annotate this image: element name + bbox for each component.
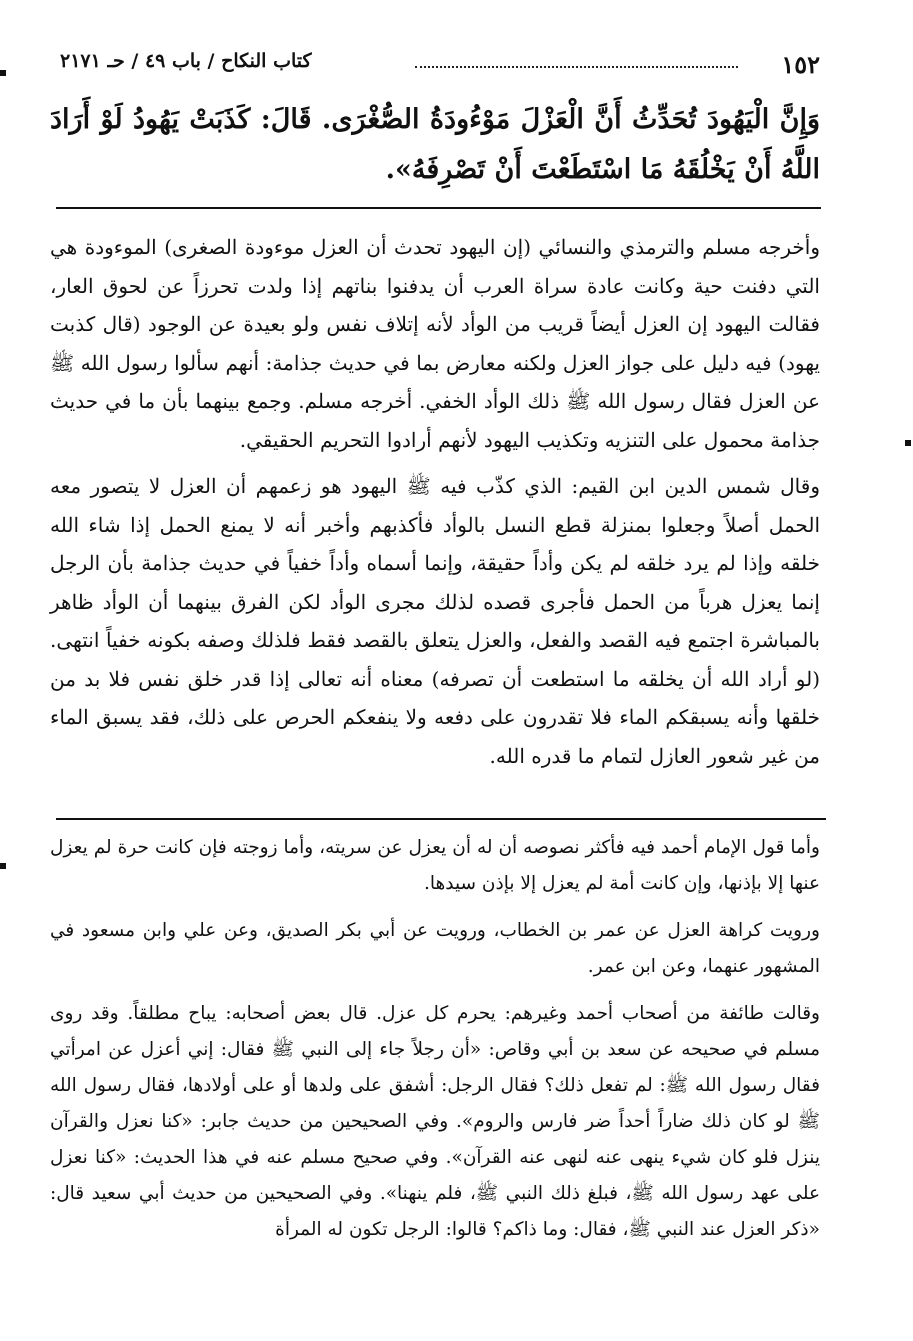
page-number: ١٥٢ [781, 50, 820, 79]
secondary-paragraph-2: ورويت كراهة العزل عن عمر بن الخطاب، ورويت عن أبي بكر الصديق، وعن علي وابن مسعود في المشهور عنهما، وعن ابن عمر. [50, 920, 820, 977]
secondary-paragraph-1: وأما قول الإمام أحمد فيه فأكثر نصوصه أن له أن يعزل عن سريته، وأما زوجته فإن كانت حرة لم يعزل عنها إلا بإذنها، وإن كانت أمة لم يعزل إلا بإذن سيدها. [50, 837, 820, 894]
commentary-paragraph-2: وقال شمس الدين ابن القيم: الذي كذّب فيه ﷺ اليهود هو زعمهم أن العزل لا يتصور معه الحمل أصلاً وجعلوا بمنزلة قطع النسل بالوأد فأكذبهم وأخبر أنه لا يمنع الحمل إذا شاء الله خلقه وإذا لم يرد خلقه لم يكن وأداً حقيقة، وإنما أسماه وأداً خفياً في حديث جذامة بأن الرجل إنما يعزل هرباً من الحمل فأجرى قصده لذلك مجرى الوأد لكن الفرق بينهما أن الوأد ظاهر بالمباشرة اجتمع فيه القصد والفعل، والعزل يتعلق بالقصد فقط فلذلك وصفه بكونه خفياً انتهى. (لو أراد الله أن يخلقه ما استطعت أن تصرفه) معناه أنه تعالى إذا قدر خلق نفس فلا بد من خلقها وأنه يسبقكم الماء فلا تقدرون على دفعه ولا ينفعكم الحرص على ذلك، فقد يسبق الماء من غير شعور العازل لتمام ما قدره الله. [50, 474, 820, 768]
commentary-paragraph-1: وأخرجه مسلم والترمذي والنسائي (إن اليهود تحدث أن العزل موءودة الصغرى) الموءودة هي التي دفنت حية وكانت عادة سراة العرب أن يدفنوا بناتهم إذا ولدت تحرزاً عن لحوق العار، فقالت اليهود إن العزل أيضاً قريب من الوأد لأنه إتلاف نفس ولو بعيدة عن الوجود (قال كذبت يهود) فيه دليل على جواز العزل ولكنه معارض بما في حديث جذامة: أنهم سألوا رسول الله ﷺ عن العزل فقال رسول الله ﷺ ذلك الوأد الخفي. أخرجه مسلم. وجمع بينهما بأن ما في حديث جذامة محمول على التنزيه وتكذيب اليهود لأنهم أرادوا التحريم الحقيقي. [50, 235, 820, 452]
leader-dots [415, 66, 738, 68]
secondary-paragraph-3: وقالت طائفة من أصحاب أحمد وغيرهم: يحرم كل عزل. قال بعض أصحابه: يباح مطلقاً. وقد روى مسلم في صحيحه عن سعد بن أبي وقاص: «أن رجلاً جاء إلى النبي ﷺ فقال: إني أعزل عن امرأتي فقال رسول الله ﷺ: لم تفعل ذلك؟ فقال الرجل: أشفق على ولدها أو على أولادها، فقال رسول الله ﷺ لو كان ذلك ضاراً أحداً ضر فارس والروم». وفي الصحيحين من حديث جابر: «كنا نعزل والقرآن ينزل فلو كان شيء ينهى عنه لنهى عنه القرآن». وفي صحيح مسلم عنه في هذا الحديث: «كنا نعزل على عهد رسول الله ﷺ، فبلغ ذلك النبي ﷺ، فلم ينهنا». وفي الصحيحين من حديث أبي سعيد قال: «ذكر العزل عند النبي ﷺ، فقال: وما ذاكم؟ قالوا: الرجل تكون له المرأة [50, 1003, 820, 1240]
scan-edge-mark [0, 863, 6, 869]
divider-line [56, 818, 826, 820]
hadith-text: وَإِنَّ الْيَهُودَ تُحَدِّثُ أَنَّ الْعَزْلَ مَوْءُودَةُ الصُّغْرَى. قَالَ: كَذَبَتْ يَهُودُ لَوْ أَرَادَ اللَّهُ أَنْ يَخْلُقَهُ مَا اسْتَطَعْتَ أَنْ تَصْرِفَهُ». [50, 104, 820, 185]
divider-line [56, 207, 821, 209]
commentary-section [50, 228, 820, 775]
secondary-commentary-section [50, 830, 820, 1248]
scan-edge-mark [905, 440, 911, 446]
running-title: كتاب النكاح / باب ٤٩ / حـ ٢١٧١ [60, 50, 312, 72]
page-header [60, 44, 820, 84]
scan-edge-mark [0, 70, 6, 76]
